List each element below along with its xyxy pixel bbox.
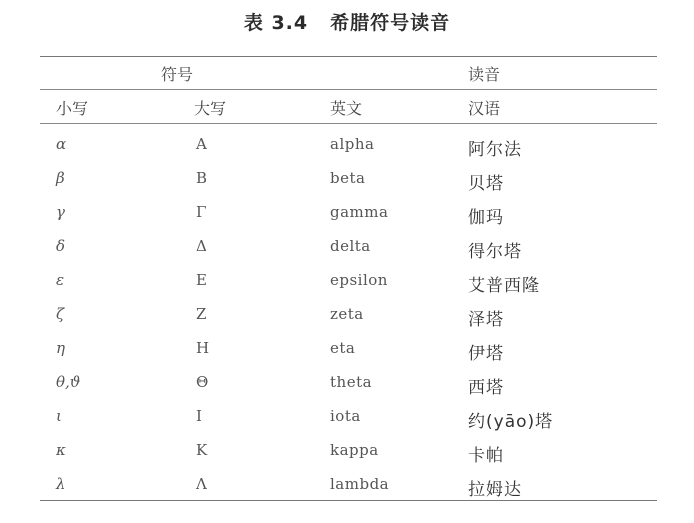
- column-header-chinese: 汉语: [468, 99, 501, 118]
- chinese-reading-cell: 约(yāo)塔: [468, 412, 554, 432]
- lowercase-cell: κ: [56, 441, 66, 459]
- uppercase-cell: Λ: [196, 475, 207, 493]
- lowercase-cell: θ,ϑ: [56, 373, 81, 391]
- english-name-cell: eta: [330, 339, 356, 357]
- lowercase-cell: α: [56, 135, 67, 153]
- english-name-cell: theta: [330, 373, 373, 391]
- chinese-reading-cell: 泽塔: [468, 310, 504, 330]
- english-name-cell: kappa: [330, 441, 379, 459]
- uppercase-cell: Θ: [196, 373, 209, 391]
- lowercase-cell: λ: [56, 475, 66, 493]
- lowercase-cell: γ: [56, 203, 65, 221]
- english-name-cell: alpha: [330, 135, 375, 153]
- table-bottom-rule: [40, 500, 657, 501]
- english-name-cell: gamma: [330, 203, 389, 221]
- chinese-reading-cell: 伊塔: [468, 344, 504, 364]
- lowercase-cell: ι: [56, 407, 62, 425]
- lowercase-cell: η: [56, 339, 65, 357]
- group-header-symbol: 符号: [161, 65, 194, 84]
- table-row: [40, 468, 657, 502]
- table-row: [40, 128, 657, 162]
- column-header-english: 英文: [330, 99, 363, 118]
- lowercase-cell: β: [56, 169, 65, 187]
- chinese-reading-cell: 西塔: [468, 378, 504, 398]
- table-top-rule: [40, 56, 657, 57]
- column-header-lowercase: 小写: [56, 99, 89, 118]
- caption-number: 表 3.4: [243, 12, 309, 34]
- english-name-cell: epsilon: [330, 271, 388, 289]
- uppercase-cell: A: [196, 135, 207, 153]
- chinese-reading-cell: 拉姆达: [468, 480, 522, 500]
- table-row: [40, 332, 657, 366]
- lowercase-cell: ε: [56, 271, 65, 289]
- english-name-cell: lambda: [330, 475, 390, 493]
- table-body: [40, 128, 657, 502]
- uppercase-cell: I: [196, 407, 202, 425]
- chinese-reading-cell: 卡帕: [468, 446, 504, 466]
- table-row: [40, 298, 657, 332]
- group-header-rule: [40, 89, 657, 90]
- table-row: [40, 196, 657, 230]
- table-caption: [0, 8, 694, 35]
- chinese-reading-cell: 得尔塔: [468, 242, 522, 262]
- group-header-reading: 读音: [468, 65, 501, 84]
- chinese-reading-cell: 艾普西隆: [468, 276, 540, 296]
- english-name-cell: iota: [330, 407, 361, 425]
- uppercase-cell: Z: [196, 305, 207, 323]
- uppercase-cell: B: [196, 169, 208, 187]
- uppercase-cell: H: [196, 339, 210, 357]
- table-row: [40, 230, 657, 264]
- table-row: [40, 264, 657, 298]
- table-row: [40, 162, 657, 196]
- chinese-reading-cell: 伽玛: [468, 208, 504, 228]
- uppercase-cell: Δ: [196, 237, 207, 255]
- table-row: [40, 366, 657, 400]
- chinese-reading-cell: 阿尔法: [468, 140, 522, 160]
- column-header-uppercase: 大写: [194, 99, 227, 118]
- english-name-cell: zeta: [330, 305, 364, 323]
- table-row: [40, 434, 657, 468]
- caption-title: 希腊符号读音: [330, 12, 451, 34]
- lowercase-cell: ζ: [56, 305, 65, 323]
- english-name-cell: delta: [330, 237, 371, 255]
- uppercase-cell: E: [196, 271, 207, 289]
- lowercase-cell: δ: [56, 237, 66, 255]
- table-row: [40, 400, 657, 434]
- chinese-reading-cell: 贝塔: [468, 174, 504, 194]
- uppercase-cell: K: [196, 441, 208, 459]
- column-header-rule: [40, 123, 657, 124]
- english-name-cell: beta: [330, 169, 366, 187]
- uppercase-cell: Γ: [196, 203, 207, 221]
